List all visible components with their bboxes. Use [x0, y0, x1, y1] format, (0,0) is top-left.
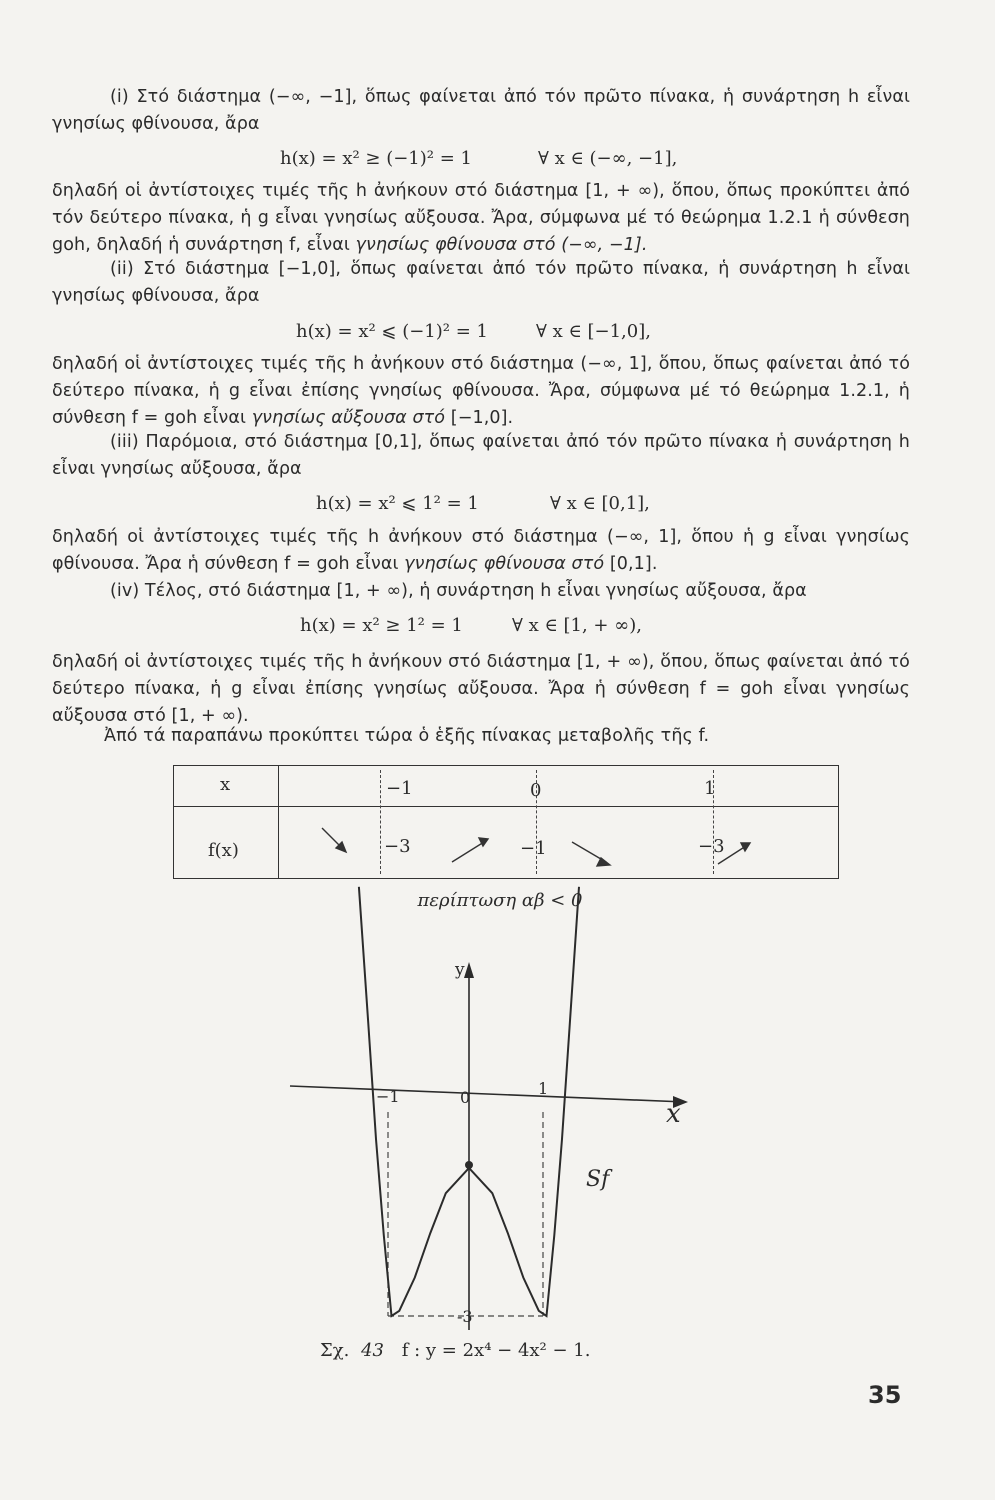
tick-label-minus-one: −1 [376, 1087, 400, 1106]
figure-caption-label: Σχ. [320, 1340, 350, 1361]
curve-label: Sf [586, 1167, 610, 1192]
table-x-value: 1 [704, 778, 716, 799]
table-x-value: 0 [530, 780, 542, 801]
paragraph-case-iv: (iv) Τέλος, στό διάστημα [1, + ∞), ἡ συνάρτηση h εἶναι γνησίως αὔξουσα, ἄρα [110, 581, 807, 601]
y-axis-arrow-icon [464, 962, 474, 978]
equation-4-expr: h(x) = x² ≥ 1² = 1 [300, 615, 463, 636]
figure-caption-number: 43 [361, 1340, 384, 1361]
paragraph-case-i: (i) Στό διάστημα (−∞, −1], ὅπως φαίνεται ἀπό τόν πρῶτο πίνακα, ἡ συνάρτηση h εἶναι γνησίως φθίνουσα, ἄρα [52, 87, 910, 134]
local-max-point [465, 1161, 473, 1169]
case-condition: αβ < 0 [516, 890, 583, 911]
table-f-value: −3 [384, 836, 411, 857]
paragraph-case-iii-text: δηλαδή οἱ ἀντίστοιχες τιμές τῆς h ἀνήκουν στό διάστημα (−∞, 1], ὅπου ἡ g εἶναι γνησίως φθίνουσα. Ἄρα ἡ σύνθεση f = goh εἶναι [52, 527, 910, 574]
x-axis [290, 1086, 685, 1102]
paragraph-case-iv-conclusion: δηλαδή οἱ ἀντίστοιχες τιμές τῆς h ἀνήκουν στό διάστημα [1, + ∞), ὅπου, ὅπως φαίνεται ἀπό τό δεύτερο πίνακα, ἡ g εἶναι ἐπίσης γνησίως αὔξουσα. Ἄρα ἡ σύνθεση f = goh εἶναι γνησίως αὔξουσα στό [1, + ∞). [52, 652, 910, 726]
equation-2-quantifier: ∀ x ∈ [−1,0], [536, 321, 651, 342]
tick-label-one: 1 [538, 1079, 549, 1098]
page-number: 35 [868, 1381, 902, 1409]
tick-label-minus-three: -3 [457, 1307, 473, 1326]
case-label: περίπτωση [417, 890, 517, 911]
paragraph-summary: Ἀπό τά παραπάνω προκύπτει τώρα ὁ ἑξῆς πίνακας μεταβολῆς τῆς f. [104, 726, 710, 746]
paragraph-case-i-italic: γνησίως φθίνουσα στό (−∞, −1]. [355, 235, 648, 255]
equation-1-quantifier: ∀ x ∈ (−∞, −1], [538, 148, 678, 169]
equation-1-expr: h(x) = x² ≥ (−1)² = 1 [280, 148, 472, 169]
paragraph-case-iii-tail: [0,1]. [604, 554, 658, 574]
paragraph-case-iii-italic: γνησίως φθίνουσα στό [404, 554, 605, 574]
equation-3-quantifier: ∀ x ∈ [0,1], [550, 493, 650, 514]
y-axis-label: y [455, 960, 465, 980]
paragraph-case-i-text: δηλαδή οἱ ἀντίστοιχες τιμές τῆς h ἀνήκουν στό διάστημα [1, + ∞), ὅπου, ὅπως προκύπτει ἀπό τόν δεύτερο πίνακα, ἡ g εἶναι γνησίως αὔξουσα. Ἄρα, σύμφωνα μέ τό θεώρημα 1.2.1 ἡ σύνθεση goh, δηλαδή ἡ συνάρτηση f, εἶναι [52, 181, 910, 255]
table-fx-label: f(x) [208, 840, 239, 861]
tick-label-zero: 0 [460, 1088, 471, 1107]
paragraph-case-ii-text: δηλαδή οἱ ἀντίστοιχες τιμές τῆς h ἀνήκουν στό διάστημα (−∞, 1], ὅπου, ὅπως φαίνεται ἀπό τό δεύτερο πίνακα, ἡ g εἶναι ἐπίσης γνησίως φθίνουσα. Ἄρα, σύμφωνα μέ τό θεώρημα 1.2.1, ἡ σύνθεση f = goh εἶναι [52, 354, 910, 428]
x-axis-label: x [666, 1099, 681, 1129]
equation-3-expr: h(x) = x² ⩽ 1² = 1 [316, 493, 479, 514]
table-f-value: −1 [520, 838, 547, 859]
paragraph-case-iii: (iii) Παρόμοια, στό διάστημα [0,1], ὅπως φαίνεται ἀπό τόν πρῶτο πίνακα ἡ συνάρτηση h εἶναι γνησίως αὔξουσα, ἄρα [52, 432, 910, 479]
paragraph-case-ii-italic: γνησίως αὔξουσα στό [251, 408, 446, 428]
paragraph-case-ii-tail: [−1,0]. [445, 408, 514, 428]
paragraph-case-ii: (ii) Στό διάστημα [−1,0], ὅπως φαίνεται ἀπό τόν πρῶτο πίνακα, ἡ συνάρτηση h εἶναι γνησίως φθίνουσα, ἄρα [52, 259, 910, 306]
table-f-value: −3 [698, 836, 725, 857]
equation-2-expr: h(x) = x² ⩽ (−1)² = 1 [296, 321, 488, 342]
figure-caption [320, 1340, 700, 1361]
equation-4-quantifier: ∀ x ∈ [1, + ∞), [512, 615, 642, 636]
table-x-value: −1 [386, 778, 413, 799]
figure-caption-formula: f : y = 2x⁴ − 4x² − 1. [401, 1340, 591, 1361]
table-x-label: x [220, 774, 231, 795]
